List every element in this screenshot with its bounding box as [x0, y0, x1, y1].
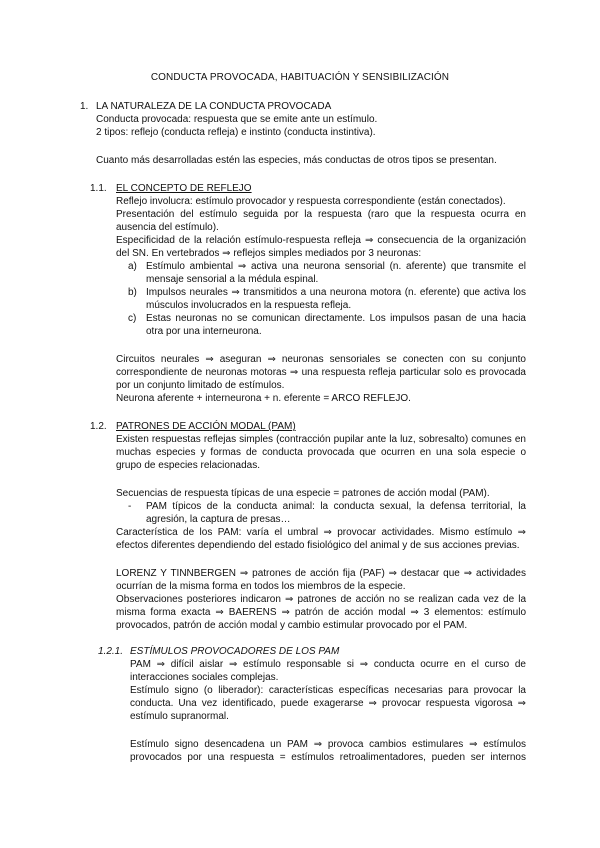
document-title: CONDUCTA PROVOCADA, HABITUACIÓN Y SENSIBILIZACIÓN [150, 72, 450, 83]
paragraph-line: Estímulo signo desencadena un PAM ⇒ provoca cambios estimulares ⇒ estímulos [130, 739, 526, 750]
section-1-2-1-number: 1.2.1. [98, 646, 124, 657]
section-1-number: 1. [80, 101, 89, 112]
section-1-1-heading: EL CONCEPTO DE REFLEJO [116, 183, 252, 194]
list-item-line: otra por una interneurona. [146, 326, 262, 337]
section-1-2-number: 1.2. [90, 421, 107, 432]
paragraph-line: Observaciones posteriores indicaron ⇒ patrones de acción no se realizan cada vez de la [116, 594, 526, 605]
list-item-line: mensaje sensorial a la médula espinal. [146, 274, 319, 285]
paragraph-line: Presentación del estímulo seguida por la respuesta (raro que la respuesta ocurra en [116, 209, 526, 220]
paragraph-line: Existen respuestas reflejas simples (contracción pupilar ante la luz, sobresalto) comunes en [116, 434, 526, 445]
section-1-line: Conducta provocada: respuesta que se emite ante un estímulo. [96, 114, 378, 125]
list-item-line: Estas neuronas no se comunican directamente. Los impulsos pasan de una hacia [146, 313, 526, 324]
paragraph-line: provocados, patrón de acción modal y cambio estimular provocado por el PAM. [116, 620, 468, 631]
paragraph-line: del SN. En vertebrados ⇒ reflejos simples mediados por 3 neuronas: [116, 248, 422, 259]
list-item-label: a) [128, 261, 137, 272]
paragraph-line: PAM ⇒ difícil aislar ⇒ estímulo responsable si ⇒ conducta ocurre en el curso de [130, 659, 526, 670]
list-item-label: b) [128, 287, 137, 298]
bullet-line: agresión, la captura de presas… [146, 514, 291, 525]
paragraph-line: conducta. Una vez identificado, puede exagerarse ⇒ provocar respuesta vigorosa ⇒ [130, 698, 526, 709]
paragraph-line: estímulo supranormal. [130, 711, 229, 722]
paragraph-line: interacciones sociales complejas. [130, 672, 279, 683]
paragraph-line: Estímulo signo (o liberador): características específicas necesarias para provocar la [130, 685, 526, 696]
list-item-line: músculos involucrados en la respuesta refleja. [146, 300, 352, 311]
paragraph-line: por un conjunto limitado de estímulos. [116, 380, 285, 391]
section-1-2-1-heading: ESTÍMULOS PROVOCADORES DE LOS PAM [130, 646, 340, 657]
paragraph-line: correspondiente de neuronas motoras ⇒ una respuesta refleja particular solo es provocada [116, 367, 526, 378]
list-item-line: Estímulo ambiental ⇒ activa una neurona sensorial (n. aferente) que transmite el [146, 261, 526, 272]
bullet-mark: - [128, 501, 132, 512]
paragraph-line: grupo de especies relacionadas. [116, 460, 260, 471]
paragraph-line: Reflejo involucra: estímulo provocador y respuesta correspondiente (están conectados). [116, 196, 506, 207]
paragraph-line: Circuitos neurales ⇒ aseguran ⇒ neuronas sensoriales se conecten con su conjunto [116, 354, 526, 365]
section-1-line: 2 tipos: reflejo (conducta refleja) e instinto (conducta instintiva). [96, 127, 376, 138]
paragraph-line: efectos diferentes dependiendo del estado fisiológico del animal y de sus acciones previas. [116, 540, 520, 551]
list-item-line: Impulsos neurales ⇒ transmitidos a una neurona motora (n. eferente) que activa los [146, 287, 526, 298]
paragraph-line: muchas especies y formas de conducta provocada que ocurren en una sola especie o [116, 447, 526, 458]
section-1-heading: LA NATURALEZA DE LA CONDUCTA PROVOCADA [96, 101, 332, 112]
section-1-2-heading: PATRONES DE ACCIÓN MODAL (PAM) [116, 421, 296, 432]
paragraph-line: provocados por una respuesta = estímulos retroalimentadores, pueden ser internos [130, 752, 526, 763]
paragraph-line: LORENZ Y TINNBERGEN ⇒ patrones de acción fija (PAF) ⇒ destacar que ⇒ actividades [116, 568, 526, 579]
paragraph-line: Neurona aferente + interneurona + n. eferente = ARCO REFLEJO. [116, 393, 411, 404]
paragraph-line: Secuencias de respuesta típicas de una especie = patrones de acción modal (PAM). [116, 488, 490, 499]
list-item-label: c) [128, 313, 137, 324]
paragraph-line: misma forma exacta ⇒ BAERENS ⇒ patrón de acción modal ⇒ 3 elementos: estímulo [116, 607, 526, 618]
paragraph-line: ausencia del estímulo). [116, 222, 219, 233]
section-1-1-number: 1.1. [90, 183, 107, 194]
paragraph-line: Especificidad de la relación estímulo-respuesta refleja ⇒ consecuencia de la organización [116, 235, 526, 246]
paragraph-line: ocurrían de la misma forma en todos los miembros de la especie. [116, 581, 406, 592]
section-1-line: Cuanto más desarrolladas estén las especies, más conductas de otros tipos se presentan. [96, 155, 497, 166]
paragraph-line: Característica de los PAM: varía el umbral ⇒ provocar actividades. Mismo estímulo ⇒ [116, 527, 526, 538]
bullet-line: PAM típicos de la conducta animal: la conducta sexual, la defensa territorial, la [146, 501, 526, 512]
